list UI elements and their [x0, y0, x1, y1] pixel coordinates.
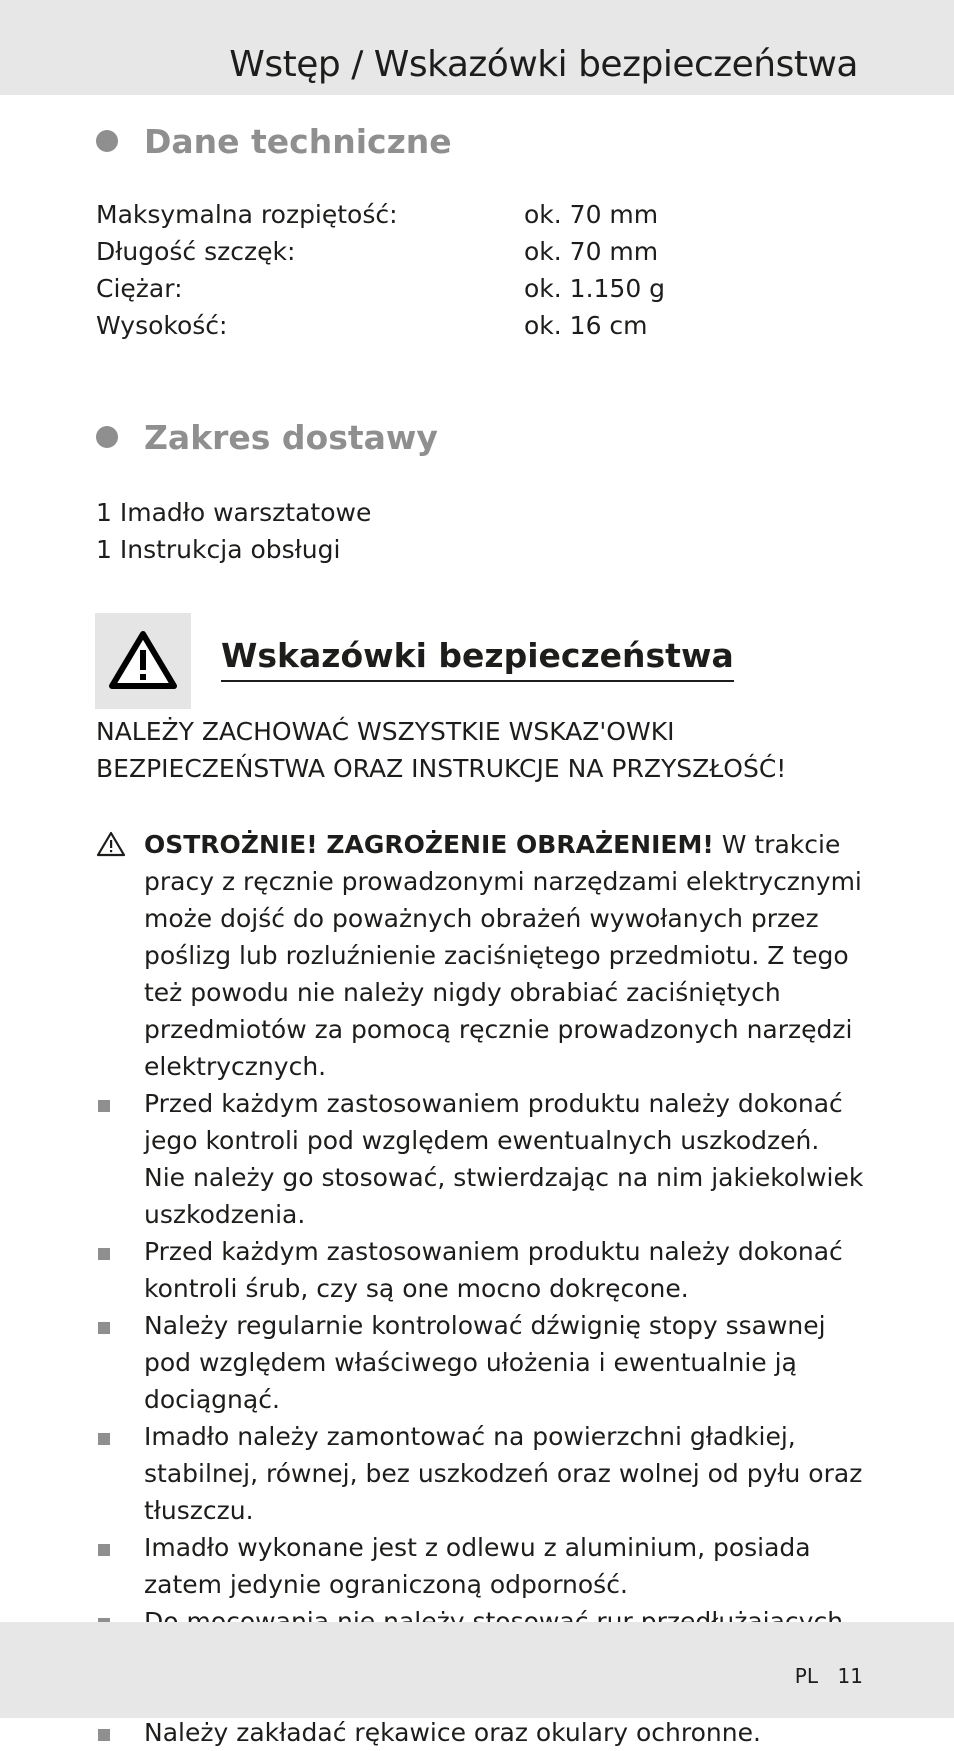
caution-text: W trakcie pracy z ręcznie prowadzonymi narzędzami elektrycznymi może dojść do poważnych obrażeń wywołanych przez poślizg lub rozluźnienie zaciśniętego przedmiotu. Z tego też powodu nie należy nigdy obrabiać zaciśniętych przedmiotów za pomocą ręcznie prowadzonych narzędzi elektrycznych. [144, 830, 862, 1081]
spec-row [96, 270, 796, 307]
spec-label: Maksymalna rozpiętość: [96, 200, 398, 229]
language-code: PL [794, 1664, 818, 1688]
spec-label: Wysokość: [96, 311, 228, 340]
caution-item [96, 826, 866, 1085]
caution-label: OSTROŻNIE! ZAGROŻENIE OBRAŻENIEM! [144, 830, 714, 859]
warning-icon-box [95, 613, 191, 709]
spec-label: Ciężar: [96, 274, 183, 303]
page-footer [0, 1622, 954, 1718]
bullet-text: Przed każdym zastosowaniem produktu należy dokonać kontroli śrub, czy są one mocno dokręcone. [144, 1237, 843, 1303]
square-bullet-icon [98, 1100, 110, 1112]
list-item: 1 Instrukcja obsługi [96, 535, 341, 564]
page-header-title: Wstęp / Wskazówki bezpieczeństwa [229, 44, 858, 85]
warning-triangle-icon [108, 630, 178, 690]
square-bullet-icon [98, 1322, 110, 1334]
spec-value: ok. 70 mm [524, 237, 659, 266]
list-item [96, 1307, 866, 1418]
spec-value: ok. 1.150 g [524, 274, 666, 303]
circle-dot-icon [96, 130, 118, 152]
spec-row [96, 307, 796, 344]
square-bullet-icon [98, 1544, 110, 1556]
spec-row [96, 196, 796, 233]
spec-row [96, 233, 796, 270]
warning-triangle-icon [96, 831, 126, 857]
square-bullet-icon [98, 1729, 110, 1741]
delivery-title: Zakres dostawy [144, 418, 438, 457]
spec-label: Długość szczęk: [96, 237, 296, 266]
square-bullet-icon [98, 1433, 110, 1445]
list-item: 1 Imadło warsztatowe [96, 498, 372, 527]
page-header [0, 0, 954, 95]
list-item [96, 1418, 866, 1529]
list-item [96, 1529, 866, 1603]
bullet-text: Imadło wykonane jest z odlewu z aluminium, posiada zatem jedynie ograniczoną odporność. [144, 1533, 811, 1599]
warnings-list [96, 826, 866, 1751]
list-item [96, 1233, 866, 1307]
square-bullet-icon [98, 1248, 110, 1260]
spec-value: ok. 16 cm [524, 311, 648, 340]
spec-value: ok. 70 mm [524, 200, 659, 229]
list-item [96, 1714, 866, 1751]
bullet-text: Imadło należy zamontować na powierzchni gładkiej, stabilnej, równej, bez uszkodzeń oraz wolnej od pyłu oraz tłuszczu. [144, 1422, 863, 1525]
tech-data-table [96, 196, 796, 344]
delivery-list [96, 494, 371, 568]
bullet-text: Przed każdym zastosowaniem produktu należy dokonać jego kontroli pod względem ewentualnych uszkodzeń. Nie należy go stosować, stwierdzając na nim jakiekolwiek uszkodzenia. [144, 1089, 864, 1229]
keep-instructions-note: NALEŻY ZACHOWAĆ WSZYSTKIE WSKAZ'OWKI BEZPIECZEŃSTWA ORAZ INSTRUKCJE NA PRZYSZŁOŚĆ! [96, 717, 787, 783]
bullet-text: Należy regularnie kontrolować dźwignię stopy ssawnej pod względem właściwego ułożenia i ewentualnie ją dociągnąć. [144, 1311, 826, 1414]
bullet-text: Należy zakładać rękawice oraz okulary ochronne. [144, 1718, 761, 1747]
page-number: 11 [837, 1664, 863, 1688]
list-item [96, 1085, 866, 1233]
tech-data-title: Dane techniczne [144, 122, 452, 161]
circle-dot-icon [96, 426, 118, 448]
safety-title: Wskazówki bezpieczeństwa [221, 636, 734, 682]
